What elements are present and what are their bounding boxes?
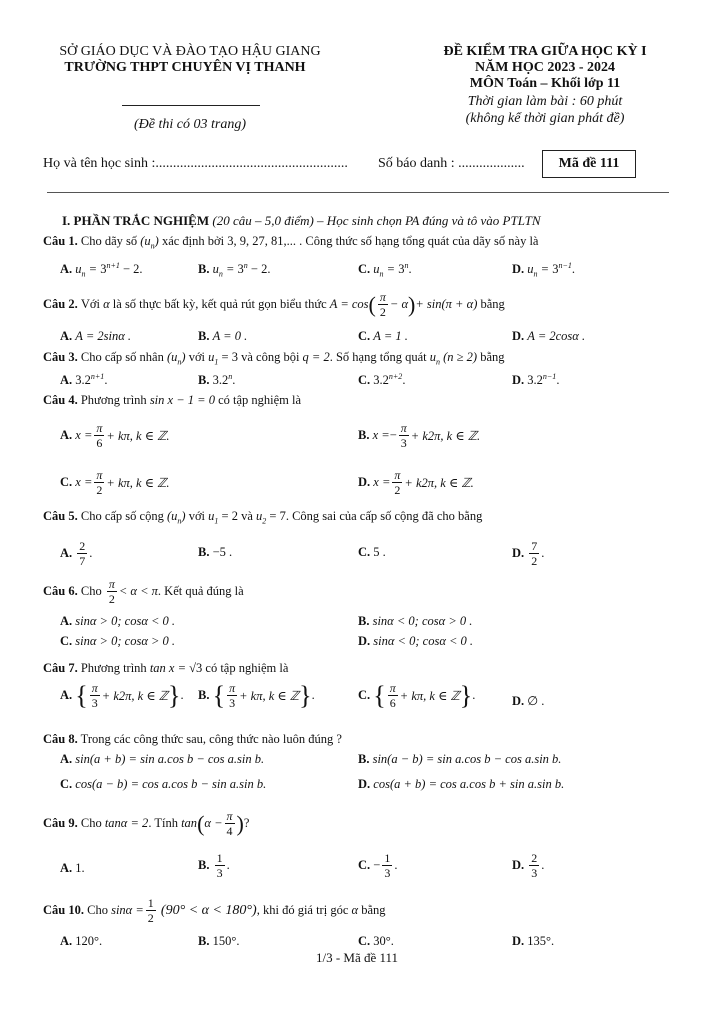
school-name: TRƯỜNG THPT CHUYÊN VỊ THANH [64,60,306,75]
student-name-field: Họ và tên học sinh :....................................................... [43,156,348,171]
exam-code: Mã đề 111 [558,156,620,171]
q10-option-d[interactable]: D. 135°. [512,934,555,948]
expression: A = cos [329,297,369,311]
q2-option-c[interactable]: C. A = 1 . [358,329,408,343]
q1-option-b[interactable]: B. $u_n = 3^n - 2$. [198,260,271,279]
question-6: Câu 6. Cho $\frac{\pi}{2}$ < α < π . Kết quả đúng là [43,577,244,606]
q8-option-b[interactable]: B. sin(a − b) = sin a.cos b − cos a.sin b. [358,752,562,766]
exam-code-box [542,150,636,178]
duration: Thời gian làm bài : 60 phút [467,94,623,109]
question-label: Câu 9. [43,816,78,830]
q10-option-b[interactable]: B. 150°. [198,934,240,948]
q2-option-a[interactable]: A. A = 2sinα . [60,329,132,343]
q7-option-d[interactable]: D. ∅ . [512,694,545,708]
q9-option-d[interactable]: D. $\frac{2}{3}$ . [512,851,545,880]
q2-option-b[interactable]: B. A = 0 . [198,329,248,343]
q8-option-d[interactable]: D. cos(a + b) = cos a.cos b + sin a.sin b. [358,777,565,791]
question-label: Câu 4. [43,393,78,407]
question-8: Câu 8. Trong các công thức sau, công thức nào luôn đúng ? [43,732,342,746]
question-text: là số thực bất kỳ, kết quả rút gọn biểu thức [112,297,327,311]
q9-option-a[interactable]: A. 1. [60,861,85,875]
q3-option-a[interactable]: A. $3.2^{n+1}$. [60,371,108,387]
q2-option-d[interactable]: D. A = 2cosα . [512,329,586,343]
q3-option-b[interactable]: B. 3.2$^n$. [198,371,236,387]
q1-option-a[interactable]: A. $u_n = 3^{n+1} - 2$. [60,260,143,279]
alpha-symbol: α [103,297,110,311]
question-text: xác định bởi 3, 9, 27, 81,... . Công thức số hạng tổng quát của dãy số này là [161,234,539,248]
page-footer: 1/3 - Mã đề 111 [315,950,399,965]
department-name: SỞ GIÁO DỤC VÀ ĐÀO TẠO HẬU GIANG [59,44,321,59]
question-text: Với [80,297,100,311]
q4-option-a[interactable]: A. x = $\frac{\pi}{6}$ + kπ, k ∈ ℤ. [60,421,170,450]
header-divider [122,105,260,106]
question-3: Câu 3. Cho cấp số nhân $(u_n)$ với $u_1 = 3$ và công bội q = 2. Số hạng tổng quát $u_n$ (n ≥ 2) bằng [43,350,505,367]
q6-option-c[interactable]: C. sinα > 0; cosα > 0 . [60,634,176,648]
question-1 [43,234,538,249]
q10-option-c[interactable]: C. 30°. [358,934,394,948]
q5-option-c[interactable]: C. 5 . [358,545,386,559]
section-heading [62,213,541,229]
question-4: Câu 4. Phương trình sin x − 1 = 0 có tập nghiệm là [43,393,302,407]
exam-title: ĐỀ KIỂM TRA GIỮA HỌC KỲ I [443,44,647,59]
question-label: Câu 7. [43,661,78,675]
question-label: Câu 8. [43,732,78,746]
q8-option-a[interactable]: A. sin(a + b) = sin a.cos b − cos a.sin b. [60,752,265,766]
q4-option-d[interactable]: D. x = $\frac{\pi}{2}$ + k2π, k ∈ ℤ. [358,468,474,497]
question-10: Câu 10. Cho sinα = $\frac{1}{2}$ (90° < α < 180°) , khi đó giá trị góc α bằng [43,896,386,925]
q7-option-c[interactable]: C. { $\frac{\pi}{6}$ + kπ, k ∈ ℤ } . [358,680,476,710]
section-title: I. PHẦN TRẮC NGHIỆM [62,213,210,228]
header-separator [47,192,669,193]
question-label: Câu 5. [43,509,78,523]
sequence-notation: $(u_n)$ [140,234,159,251]
q10-option-a[interactable]: A. 120°. [60,934,103,948]
question-text: bằng [480,297,505,311]
q6-option-a[interactable]: A. sinα > 0; cosα < 0 . [60,614,176,628]
question-5: Câu 5. Cho cấp số cộng $(u_n)$ với $u_1 = 2$ và $u_2 = 7$. Công sai của cấp số cộng đã cho bằng [43,509,483,526]
question-7: Câu 7. Phương trình tan x = √3 có tập nghiệm là [43,661,289,675]
q8-option-c[interactable]: C. cos(a − b) = cos a.cos b − sin a.sin b. [60,777,267,791]
q9-option-b[interactable]: B. $\frac{1}{3}$ . [198,851,230,880]
school-year: NĂM HỌC 2023 - 2024 [475,60,615,75]
q4-option-c[interactable]: C. x = $\frac{\pi}{2}$ + kπ, k ∈ ℤ. [60,468,170,497]
q5-option-d[interactable]: D. $\frac{7}{2}$ . [512,539,545,568]
sqrt-symbol: √3 [189,661,203,675]
pages-note: (Đề thi có 03 trang) [134,117,246,132]
q4-option-b[interactable]: B. x = − $\frac{\pi}{3}$ + k2π, k ∈ ℤ. [358,421,481,450]
q7-option-b[interactable]: B. { $\frac{\pi}{3}$ + kπ, k ∈ ℤ } . [198,680,315,710]
question-label: Câu 2. [43,297,78,311]
q5-option-b[interactable]: B. −5 . [198,545,233,559]
question-2: Câu 2. Với α là số thực bất kỳ, kết quả rút gọn biểu thức A = cos ( $\frac{\pi}{2}$ − α ) + sin (π + α) bằng [43,290,505,319]
q7-option-a[interactable]: A. { $\frac{\pi}{3}$ + k2π, k ∈ ℤ } . [60,680,184,710]
q6-option-b[interactable]: B. sinα < 0; cosα > 0 . [358,614,473,628]
student-id-field: Số báo danh : ................... [378,156,525,171]
section-note: (20 câu – 5,0 điểm) – Học sinh chọn PA đúng và tô vào PTLTN [212,213,541,228]
question-label: Câu 1. [43,234,78,248]
q3-option-d[interactable]: D. $3.2^{n-1}$. [512,371,560,387]
question-label: Câu 3. [43,350,78,364]
q1-option-d[interactable]: D. $u_n = 3^{n-1}$. [512,260,575,279]
q9-option-c[interactable]: C. − $\frac{1}{3}$ . [358,851,398,880]
q1-option-c[interactable]: C. $u_n = 3^n$. [358,260,412,279]
q6-option-d[interactable]: D. sinα < 0; cosα < 0 . [358,634,474,648]
duration-note: (không kể thời gian phát đề) [465,111,625,126]
q5-option-a[interactable]: A. $\frac{2}{7}$ . [60,539,93,568]
question-label: Câu 6. [43,584,78,598]
subject: MÔN Toán – Khối lớp 11 [469,76,621,91]
question-9: Câu 9. Cho tanα = 2 . Tính tan ( α − $\frac{\pi}{4}$ ) ? [43,809,250,838]
q3-option-c[interactable]: C. $3.2^{n+2}$. [358,371,406,387]
question-label: Câu 10. [43,903,84,917]
question-text: Cho dãy số [80,234,138,248]
